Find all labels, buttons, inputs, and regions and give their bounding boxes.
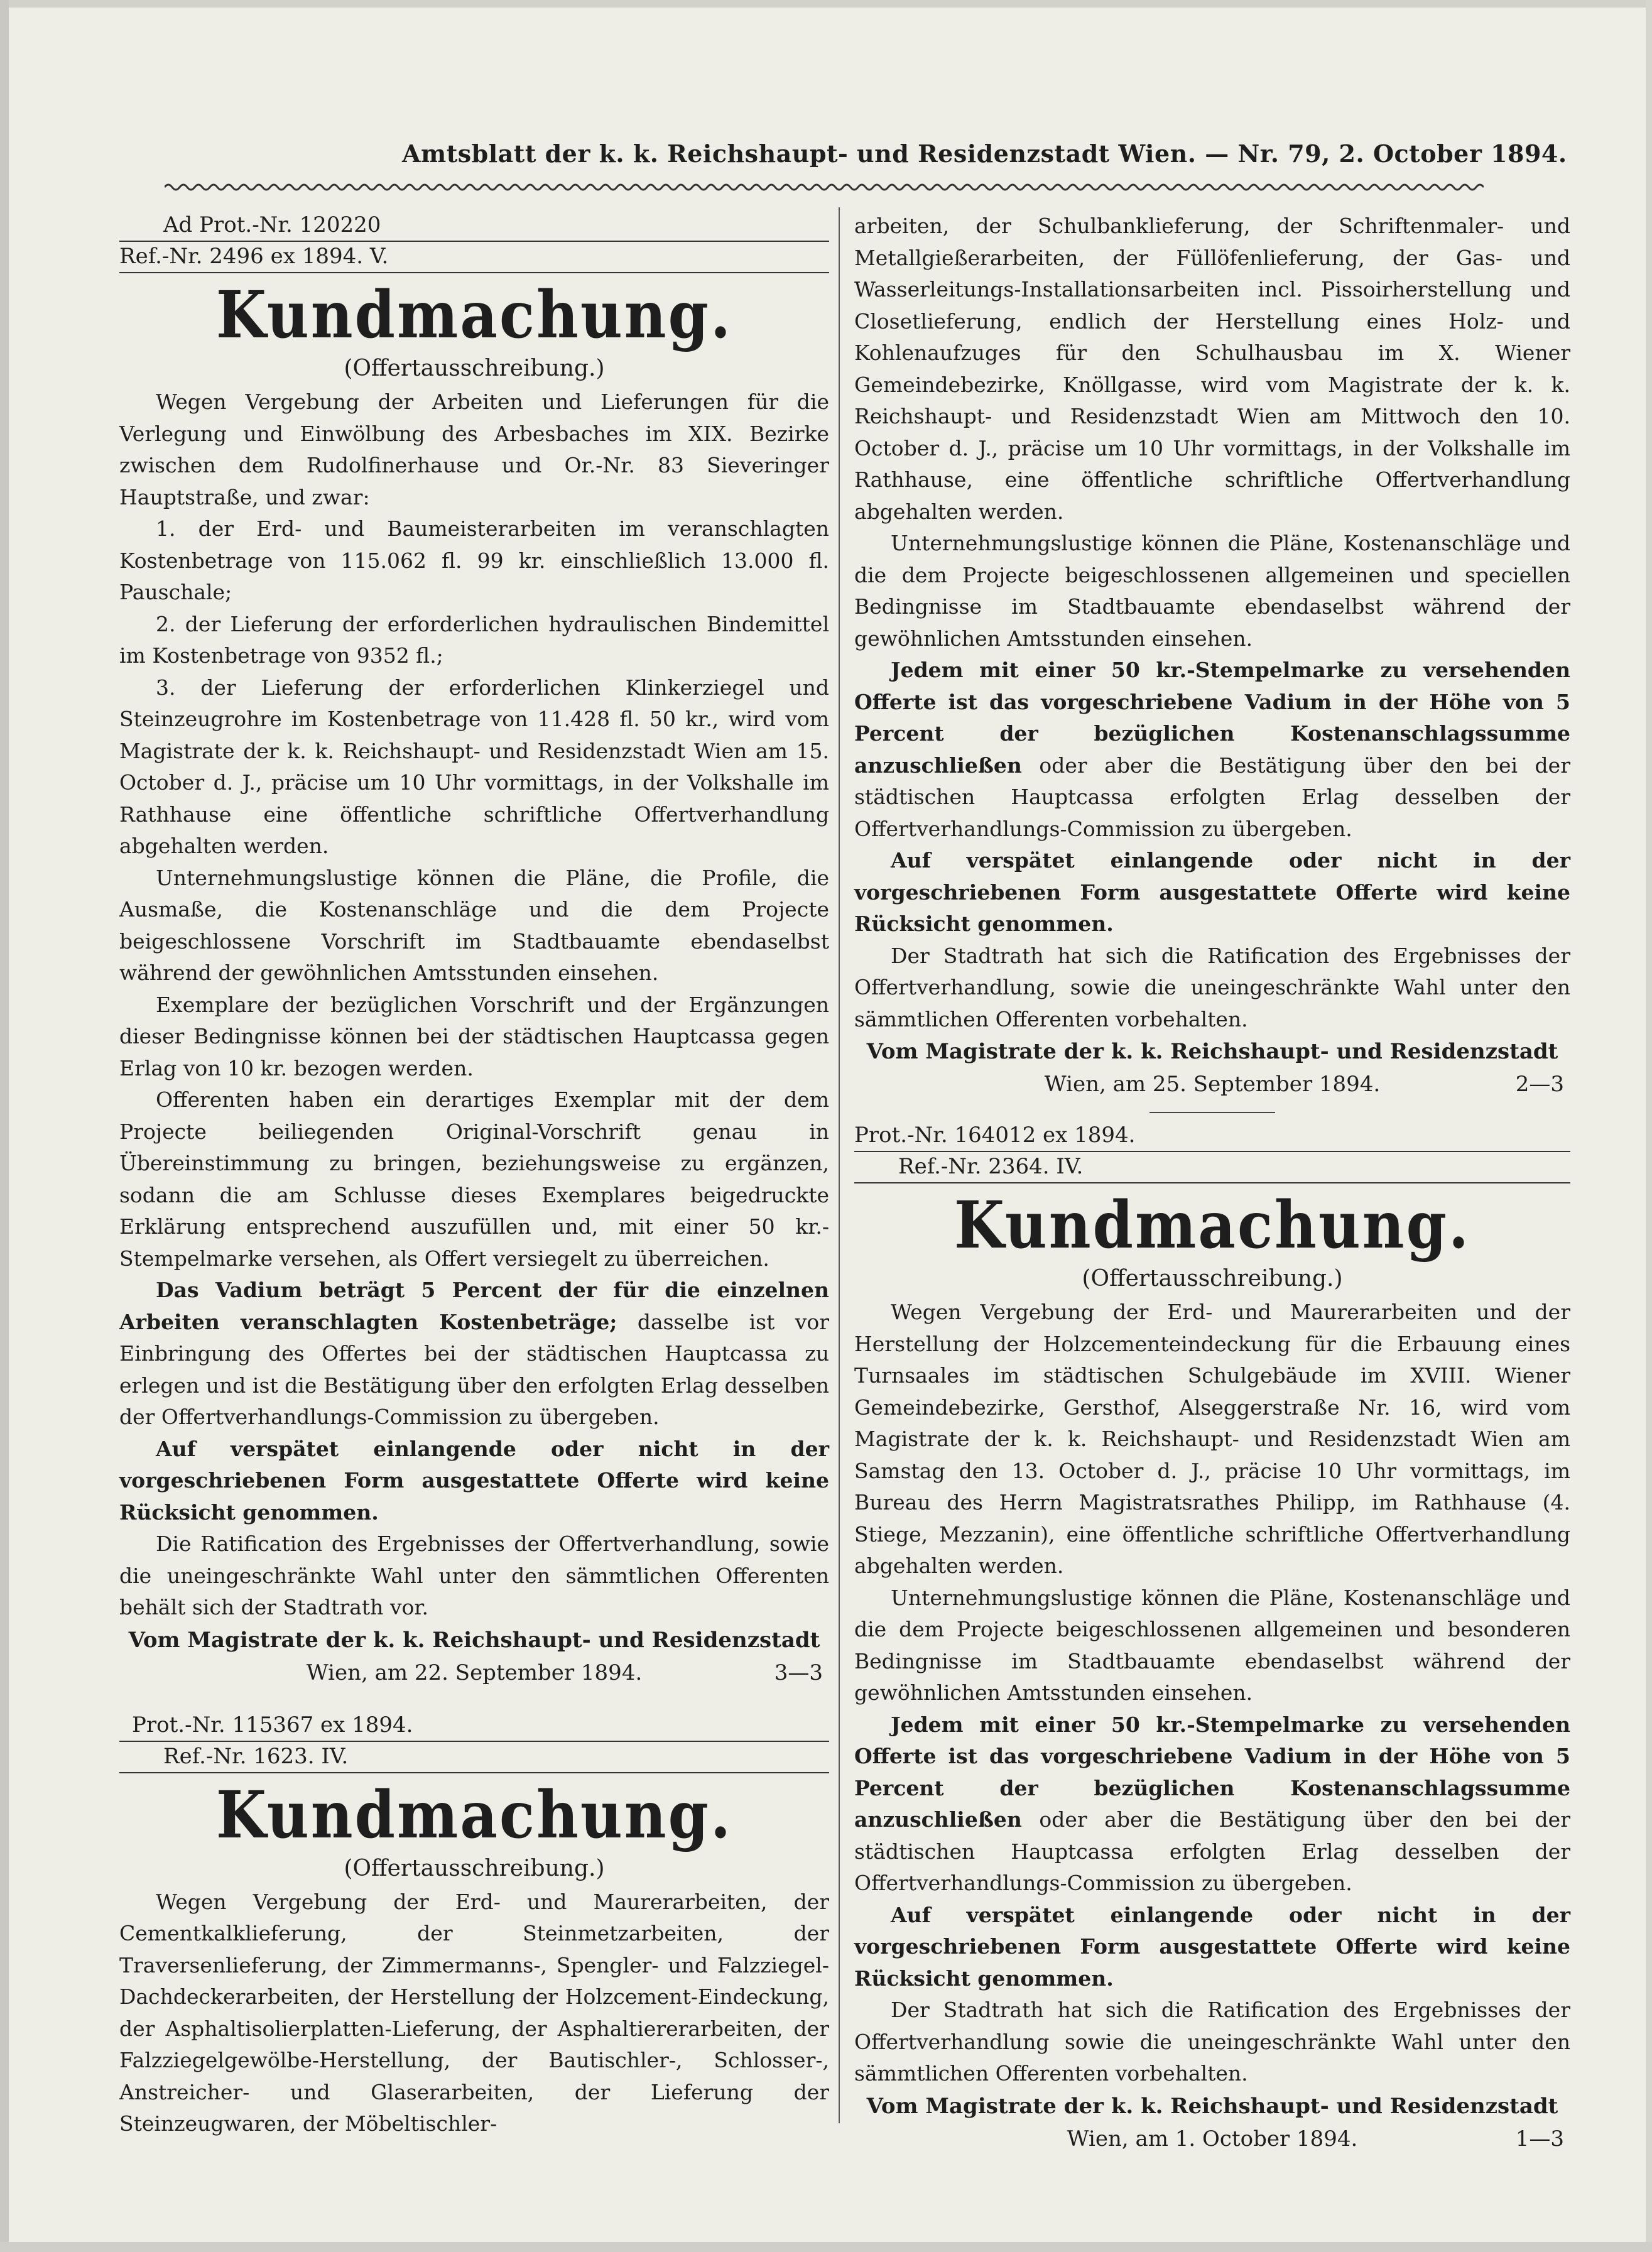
- notice-2: [119, 1711, 829, 2140]
- notice-3-late-offer-paragraph: Auf verspätet einlangende oder nicht in der vorgeschriebenen Form ausgestattete Offerte wird keine Rücksicht genommen.: [854, 1902, 1570, 1991]
- notice-2-vadium-paragraph: [854, 655, 1570, 845]
- notice-1-subtitle: (Offertausschreibung.): [344, 356, 605, 381]
- notice-2-continued: [854, 210, 1570, 1113]
- notice-1-prot-number: Ad Prot.-Nr. 120220: [119, 210, 829, 242]
- notice-1-paragraph: Die Ratification des Ergebnisses der Offertverhandlung, sowie die uneingeschränkte Wahl unter den sämmtlichen Offerenten behält sich der Stadtrath vor.: [119, 1531, 829, 1619]
- notice-1-vadium-rest: dasselbe ist vor Einbringung des Offertes bei der städtischen Hauptcassa zu erlegen und ist die Bestätigung über den erfolgten Erlag desselben der Offertverhandlungs-Commission zu übergeben.: [119, 1309, 829, 1429]
- notice-1: [119, 210, 829, 1689]
- notice-3-vadium-rest: oder aber die Bestätigung über den bei der städtischen Hauptcassa erfolgten Erlag desselben der Offertverhandlungs-Commission zu übergeben.: [854, 1807, 1570, 1895]
- scan-edge-right: [1646, 0, 1652, 2252]
- notice-1-paragraph: Exemplare der bezüglichen Vorschrift und der Ergänzungen dieser Bedingnisse können bei der städtischen Hauptcassa gegen Erlag von 10 kr. bezogen werden.: [119, 992, 829, 1080]
- section-separator: [1149, 1112, 1275, 1113]
- notice-2-paragraph: Der Stadtrath hat sich die Ratification des Ergebnisses der Offertverhandlung, sowie die uneingeschränkte Wahl unter den sämmtlichen Offerenten vorbehalten.: [854, 943, 1570, 1031]
- notice-2-paragraph-start: Wegen Vergebung der Erd- und Maurerarbeiten, der Cementkalklieferung, der Steinmetzarbeiten, der Traversenlieferung, der Zimmermanns-, Spengler- und Falzziegel-Dachdeckerarbeiten, der Herstellung der Holzcement-Eindeckung, der Asphaltisolierplatten-Lieferung, der Asphaltiererarbeiten, der Falzziegelgewölbe-Herstellung, der Bautischler-, Schlosser-, Anstreicher- und Glaserarbeiten, der Lieferung der Steinzeugwaren, der Möbeltischler-: [119, 1889, 829, 2136]
- notice-3-signature: Vom Magistrate der k. k. Reichshaupt- und Residenzstadt: [866, 2093, 1558, 2119]
- notice-1-vadium-bold: Das Vadium beträgt 5 Percent der für die einzelnen Arbeiten veranschlagten Kostenbeträge;: [119, 1278, 829, 1334]
- notice-3-subtitle: (Offertausschreibung.): [1082, 1266, 1343, 1292]
- wavy-rule: [165, 180, 1484, 195]
- notice-2-date: Wien, am 25. September 1894.: [1044, 1072, 1381, 1097]
- notice-3-vadium-bold: Jedem mit einer 50 kr.-Stempelmarke zu versehenden Offerte ist das vorgeschriebene Vadium in der Höhe von 5 Percent der bezüglichen Kostenanschlagssumme anzuschließen: [854, 1712, 1570, 1832]
- notice-2-vadium-bold: Jedem mit einer 50 kr.-Stempelmarke zu versehenden Offerte ist das vorgeschriebene Vadium in der Höhe von 5 Percent der bezüglichen Kostenanschlagssumme anzuschließen: [854, 658, 1570, 778]
- notice-2-title: Kundmachung.: [215, 1776, 733, 1852]
- masthead: Amtsblatt der k. k. Reichshaupt- und Residenzstadt Wien. — Nr. 79, 2. October 1894.: [402, 139, 1567, 168]
- notice-1-paragraph: Unternehmungslustige können die Pläne, die Profile, die Ausmaße, die Kostenanschläge und die dem Projecte beigeschlossene Vorschrift im Stadtbauamte ebendaselbst während der gewöhnlichen Amtsstunden einsehen.: [119, 865, 829, 985]
- notice-1-late-offer-paragraph: Auf verspätet einlangende oder nicht in der vorgeschriebenen Form ausgestattete Offerte wird keine Rücksicht genommen.: [119, 1436, 829, 1525]
- notice-2-insertion-count: 2—3: [1515, 1072, 1564, 1097]
- notice-2-signature: Vom Magistrate der k. k. Reichshaupt- und Residenzstadt: [866, 1039, 1558, 1064]
- notice-1-paragraph: Offerenten haben ein derartiges Exemplar mit der dem Projecte beiliegenden Original-Vorschrift genau in Übereinstimmung zu bringen, beziehungsweise zu ergänzen, sodann die am Schlusse dieses Exemplares beigedruckte Erklärung entsprechend auszufüllen und, mit einer 50 kr.-Stempelmarke versehen, als Offert versiegelt zu überreichen.: [119, 1087, 829, 1271]
- notice-3-paragraph: Der Stadtrath hat sich die Ratification des Ergebnisses der Offertverhandlung sowie die uneingeschränkte Wahl unter den sämmtlichen Offerenten vorbehalten.: [854, 1998, 1570, 2086]
- scan-edge-top: [0, 0, 1652, 8]
- notice-3-dateline: [854, 2123, 1570, 2155]
- notice-1-item-1: 1. der Erd- und Baumeisterarbeiten im veranschlagten Kostenbetrage von 115.062 fl. 99 kr. einschließlich 13.000 fl. Pauschale;: [119, 516, 829, 604]
- notice-1-item-2: 2. der Lieferung der erforderlichen hydraulischen Bindemittel im Kostenbetrage von 9352 fl.;: [119, 611, 829, 668]
- notice-1-date: Wien, am 22. September 1894.: [306, 1660, 643, 1685]
- notice-2-prot-number: Prot.-Nr. 115367 ex 1894.: [119, 1711, 829, 1742]
- notice-1-ref-number: Ref.-Nr. 2496 ex 1894. V.: [119, 242, 829, 273]
- left-column: [119, 210, 829, 2140]
- column-divider: [839, 207, 840, 2123]
- notice-1-signature: Vom Magistrate der k. k. Reichshaupt- und Residenzstadt: [128, 1627, 820, 1653]
- notice-3-paragraph: Wegen Vergebung der Erd- und Maurerarbeiten und der Herstellung der Holzcementeindeckung für die Erbauung eines Turnsaales im städtischen Schulgebäude im XVIII. Wiener Gemeindebezirke, Gersthof, Alseggerstraße Nr. 16, wird vom Magistrate der k. k. Reichshaupt- und Residenzstadt Wien am Samstag den 13. October d. J., präcise 10 Uhr vormittags, im Bureau des Herrn Magistratsrathes Philipp, im Rathhause (4. Stiege, Mezzanin), eine öffentliche schriftliche Offertverhandlung abgehalten werden.: [854, 1300, 1570, 1578]
- notice-3-ref-number: Ref.-Nr. 2364. IV.: [854, 1152, 1570, 1183]
- notice-3-title: Kundmachung.: [954, 1187, 1471, 1263]
- notice-2-paragraph-continued: arbeiten, der Schulbanklieferung, der Schriftenmaler- und Metallgießerarbeiten, der Füllöfenlieferung, der Gas- und Wasserleitungs-Installationsarbeiten incl. Pissoirherstellung und Closetlieferung, endlich der Herstellung eines Holz- und Kohlenaufzuges für den Schulhausbau im X. Wiener Gemeindebezirke, Knöllgasse, wird vom Magistrate der k. k. Reichshaupt- und Residenzstadt Wien am Mittwoch den 10. October d. J., präcise um 10 Uhr vormittags, in der Volkshalle im Rathhause, eine öffentliche schriftliche Offertverhandlung abgehalten werden.: [854, 214, 1570, 524]
- notice-3: [854, 1121, 1570, 2155]
- notice-1-paragraph: Wegen Vergebung der Arbeiten und Lieferungen für die Verlegung und Einwölbung des Arbesbaches im XIX. Bezirke zwischen dem Rudolfinerhause und Or.-Nr. 83 Sieveringer Hauptstraße, und zwar:: [119, 389, 829, 509]
- scan-edge-bottom: [0, 2242, 1652, 2252]
- notice-2-ref-number: Ref.-Nr. 1623. IV.: [119, 1742, 829, 1773]
- right-column: [854, 210, 1570, 2155]
- notice-1-insertion-count: 3—3: [774, 1660, 823, 1685]
- notice-1-vadium-paragraph: [119, 1275, 829, 1433]
- notice-2-late-offer-paragraph: Auf verspätet einlangende oder nicht in der vorgeschriebenen Form ausgestattete Offerte wird keine Rücksicht genommen.: [854, 848, 1570, 936]
- notice-3-date: Wien, am 1. October 1894.: [1067, 2126, 1358, 2151]
- notice-3-prot-number: Prot.-Nr. 164012 ex 1894.: [854, 1121, 1570, 1152]
- notice-2-paragraph: Unternehmungslustige können die Pläne, Kostenanschläge und die dem Projecte beigeschlossenen allgemeinen und speciellen Bedingnisse im Stadtbauamte ebendaselbst während der gewöhnlichen Amtsstunden einsehen.: [854, 531, 1570, 651]
- notice-2-subtitle: (Offertausschreibung.): [344, 1855, 605, 1881]
- notice-1-dateline: [119, 1656, 829, 1689]
- notice-3-insertion-count: 1—3: [1515, 2126, 1564, 2151]
- notice-2-dateline: [854, 1068, 1570, 1101]
- notice-2-vadium-rest: oder aber die Bestätigung über den bei der städtischen Hauptcassa erfolgten Erlag desselben der Offertverhandlungs-Commission zu übergeben.: [854, 753, 1570, 841]
- notice-3-vadium-paragraph: [854, 1709, 1570, 1900]
- notice-1-title: Kundmachung.: [215, 276, 733, 353]
- scan-edge-left: [0, 0, 9, 2252]
- notice-3-paragraph: Unternehmungslustige können die Pläne, Kostenanschläge und die dem Projecte beigeschlossenen allgemeinen und besonderen Bedingnisse im Stadtbauamte ebendaselbst während der gewöhnlichen Amtsstunden einsehen.: [854, 1585, 1570, 1705]
- notice-1-item-3: 3. der Lieferung der erforderlichen Klinkerziegel und Steinzeugrohre im Kostenbetrage von 11.428 fl. 50 kr., wird vom Magistrate der k. k. Reichshaupt- und Residenzstadt Wien am 15. October d. J., präcise um 10 Uhr vormittags, in der Volkshalle im Rathhause eine öffentliche schriftliche Offertverhandlung abgehalten werden.: [119, 675, 829, 858]
